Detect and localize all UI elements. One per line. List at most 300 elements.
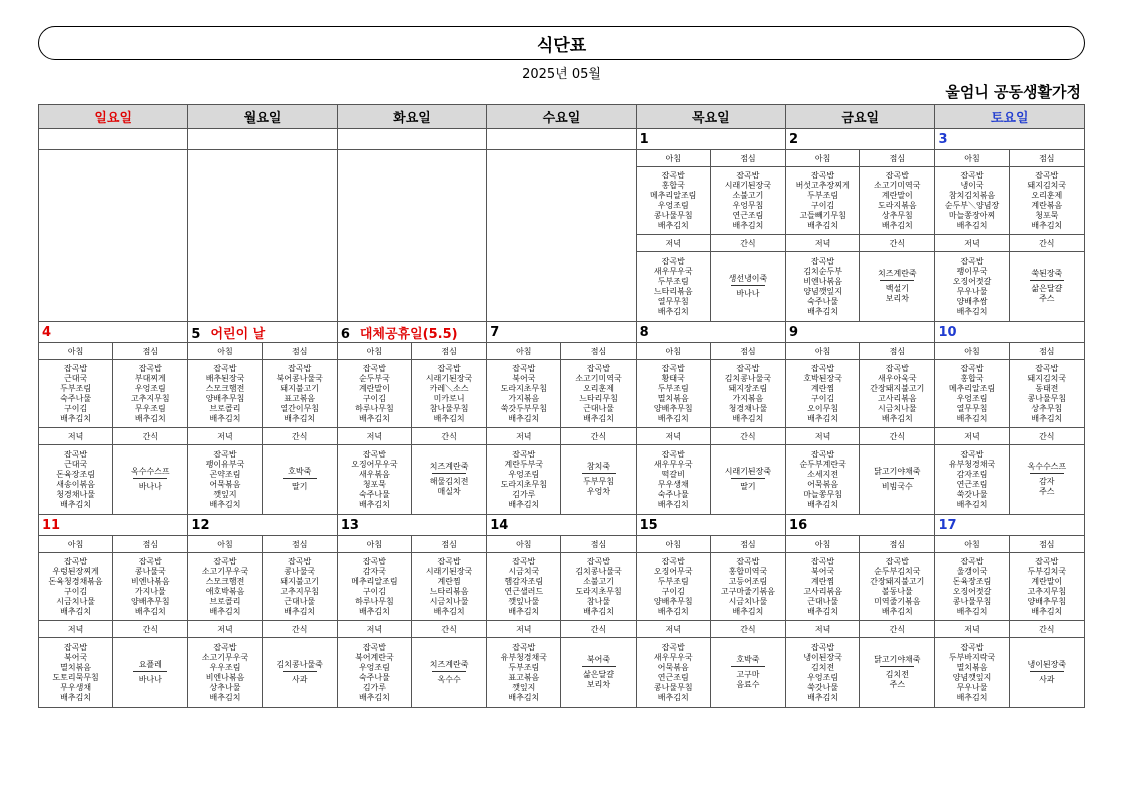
menu-item: 양배추쌈 <box>956 296 988 306</box>
menu-item: 돼지불고기 <box>280 383 320 393</box>
menu-item: 계란두부국 <box>504 459 544 469</box>
day-number: 16 <box>789 517 808 533</box>
menu-item: 배추김치 <box>1031 606 1063 616</box>
day-date-cell <box>636 322 785 343</box>
menu-item: 잡곡밥 <box>138 556 162 566</box>
divider <box>731 285 765 286</box>
dinner-menu <box>487 445 561 515</box>
breakfast-menu <box>188 553 262 621</box>
divider <box>283 671 317 672</box>
menu-item: 냉이국 <box>960 180 984 190</box>
lunch-menu <box>113 360 188 428</box>
menu-item: 배추김치 <box>956 220 988 230</box>
menu-item: 잡곡밥 <box>586 556 611 566</box>
menu-item: 열무무침 <box>956 403 988 413</box>
breakfast-menu <box>786 553 860 621</box>
menu-item: 배추김치 <box>358 499 390 509</box>
menu-item: 잡곡밥 <box>213 363 237 373</box>
menu-item: 잡곡밥 <box>512 556 536 566</box>
divider <box>432 671 466 672</box>
snack-label: 간식 <box>561 428 636 445</box>
menu-item: 상추나물 <box>209 682 241 692</box>
menu-item: 잡곡밥 <box>362 556 386 566</box>
menu-item: 잡곡밥 <box>362 642 386 652</box>
menu-item: 도라지초무침 <box>575 586 622 596</box>
breakfast-menu <box>786 360 860 428</box>
menu-item: 콩나물무침 <box>653 210 693 220</box>
menu-item: 시금치국 <box>508 566 540 576</box>
menu-item: 연근조림 <box>732 210 764 220</box>
menu-item: 순두부김치국 <box>874 566 921 576</box>
menu-item: 북어국 <box>811 566 835 576</box>
menu-item: 배추김치 <box>732 220 764 230</box>
snack-label: 간식 <box>561 621 636 638</box>
weekday-header: 목요일 <box>636 105 785 129</box>
lunch-menu <box>1009 553 1084 621</box>
menu-item: 동태전 <box>1035 383 1059 393</box>
menu-item: 배추된장국 <box>205 373 245 383</box>
menu-item: 배추김치 <box>807 306 839 316</box>
breakfast-label: 아침 <box>39 343 113 360</box>
menu-item: 주스 <box>1039 294 1055 303</box>
menu-item: 소고기미역국 <box>874 180 921 190</box>
menu-item: 잡곡밥 <box>811 363 835 373</box>
breakfast-menu <box>39 553 113 621</box>
snack-menu <box>561 638 636 708</box>
menu-item: 옥수수스프 <box>130 467 170 476</box>
menu-item: 숙주나물 <box>657 489 689 499</box>
menu-item: 고사리볶음 <box>803 586 842 596</box>
menu-item: 고추지무침 <box>1027 586 1067 596</box>
menu-item: 하루나무침 <box>355 596 394 606</box>
day-number: 15 <box>639 517 658 533</box>
menu-item: 시금치나물 <box>878 403 917 413</box>
menu-item: 새우아욱국 <box>878 373 917 383</box>
menu-row <box>39 360 1085 428</box>
menu-item: 무우나물 <box>956 286 988 296</box>
lunch-label: 점심 <box>262 343 337 360</box>
menu-item: 두부조림 <box>60 383 92 393</box>
menu-item: 구이김 <box>661 586 685 596</box>
menu-item: 잡곡밥 <box>64 642 88 652</box>
menu-item: 북어국 <box>512 373 536 383</box>
menu-item: 시래기된장국 <box>724 180 772 190</box>
day-date-cell <box>786 322 935 343</box>
menu-item: 양배추무침 <box>653 596 693 606</box>
menu-item: 홍합미역국 <box>728 566 768 576</box>
menu-item: 구이김 <box>64 403 88 413</box>
day-date-cell <box>487 515 636 536</box>
menu-item: 숙주나물 <box>358 672 390 682</box>
menu-item: 냉이된장죽 <box>1027 660 1067 669</box>
menu-item: 숙주나물 <box>807 296 839 306</box>
menu-item: 소고기무우국 <box>201 652 249 662</box>
menu-item: 배추김치 <box>956 413 988 423</box>
menu-item: 비엔나볶음 <box>130 576 170 586</box>
breakfast-label: 아침 <box>487 343 561 360</box>
menu-item: 우엉조림 <box>508 469 540 479</box>
lunch-menu <box>1009 360 1084 428</box>
lunch-menu <box>412 553 487 621</box>
menu-item: 시래기된장국 <box>425 566 473 576</box>
breakfast-label: 아침 <box>786 343 860 360</box>
day-date-cell <box>39 515 188 536</box>
menu-item: 김치콩나물국 <box>724 373 772 383</box>
menu-item: 배추김치 <box>732 606 764 616</box>
menu-item: 배추김치 <box>732 413 764 423</box>
menu-item: 우엉차 <box>586 487 611 496</box>
day-date-cell <box>636 129 785 150</box>
breakfast-menu <box>935 167 1009 235</box>
menu-item: 오이무침 <box>807 403 839 413</box>
menu-item: 배추김치 <box>657 606 689 616</box>
menu-item: 잡곡밥 <box>661 256 685 266</box>
menu-item: 호박죽 <box>288 467 312 476</box>
menu-item: 쑥된장죽 <box>1031 269 1063 278</box>
menu-item: 주스 <box>889 680 906 689</box>
menu-item: 잡곡밥 <box>437 556 461 566</box>
snack-menu <box>113 445 188 515</box>
lunch-label: 점심 <box>860 343 935 360</box>
breakfast-label: 아침 <box>188 536 262 553</box>
menu-item: 콩나물국 <box>284 566 316 576</box>
menu-item: 두부무침 <box>583 477 614 486</box>
menu-item: 잡곡밥 <box>1035 363 1059 373</box>
breakfast-menu <box>636 167 710 235</box>
day-date-cell <box>935 129 1085 150</box>
menu-item: 잡곡밥 <box>64 556 88 566</box>
menu-item: 삶은달걀 <box>583 670 614 679</box>
dinner-label: 저녁 <box>487 428 561 445</box>
menu-item: 잡곡밥 <box>811 642 835 652</box>
menu-item: 메추리알조림 <box>351 576 398 586</box>
menu-item: 잡곡밥 <box>885 556 909 566</box>
dinner-menu <box>39 638 113 708</box>
divider <box>880 666 914 667</box>
dinner-menu <box>636 445 710 515</box>
dinner-label: 저녁 <box>188 428 262 445</box>
menu-item: 무우생채 <box>657 479 689 489</box>
menu-item: 닭고기야채죽 <box>874 655 921 664</box>
menu-item: 연근샐러드 <box>504 586 544 596</box>
day-number: 6 <box>340 326 350 342</box>
menu-item: 소불고기 <box>732 190 764 200</box>
menu-item: 스모크햄전 <box>205 383 245 393</box>
divider <box>731 478 765 479</box>
weekday-header-row <box>39 105 1085 129</box>
menu-item: 브로콜리 <box>209 403 241 413</box>
menu-item: 김치콩나물국 <box>575 566 622 576</box>
menu-item: 잡곡밥 <box>213 449 237 459</box>
menu-item: 참치김치볶음 <box>948 190 996 200</box>
menu-item: 하루나무침 <box>355 403 394 413</box>
menu-item: 잡곡밥 <box>811 256 835 266</box>
divider <box>582 666 616 667</box>
snack-menu <box>262 638 337 708</box>
empty-date-cell <box>337 129 486 150</box>
menu-item: 가지볶음 <box>508 393 540 403</box>
menu-item: 잡곡밥 <box>960 363 984 373</box>
weekday-header: 토요일 <box>935 105 1085 129</box>
menu-item: 곤약조림 <box>209 469 241 479</box>
lunch-menu <box>412 360 487 428</box>
divider <box>1030 671 1064 672</box>
menu-item: 콩나물국 <box>134 566 166 576</box>
menu-item: 바나나 <box>138 482 162 491</box>
menu-item: 스모크햄전 <box>205 576 245 586</box>
menu-item: 돼지불고기 <box>280 576 320 586</box>
menu-item: 김가루 <box>362 682 386 692</box>
divider <box>880 478 914 479</box>
dinner-label: 저녁 <box>39 621 113 638</box>
menu-item: 사과 <box>291 675 308 684</box>
menu-item: 근대나물 <box>807 596 839 606</box>
menu-item: 보리차 <box>885 294 909 303</box>
menu-item: 숙주나물 <box>358 489 390 499</box>
menu-item: 깻잎나물 <box>508 596 540 606</box>
lunch-label: 점심 <box>710 343 785 360</box>
menu-item: 호박된장국 <box>803 373 842 383</box>
menu-item: 잡곡밥 <box>586 363 611 373</box>
lunch-menu <box>262 553 337 621</box>
menu-item: 배추김치 <box>657 499 689 509</box>
menu-item: 가지나물 <box>134 586 166 596</box>
dinner-menu <box>188 638 262 708</box>
menu-item: 주스 <box>1039 487 1055 496</box>
menu-item: 배추김치 <box>807 413 839 423</box>
dinner-label: 저녁 <box>935 428 1009 445</box>
dinner-menu <box>786 638 860 708</box>
lunch-label: 점심 <box>113 536 188 553</box>
menu-item: 배추김치 <box>807 692 839 702</box>
menu-item: 고추지무침 <box>130 393 170 403</box>
menu-item: 계란말이 <box>358 383 390 393</box>
day-date-cell <box>188 322 337 343</box>
breakfast-label: 아침 <box>636 150 710 167</box>
menu-item: 양배추무침 <box>1027 596 1067 606</box>
snack-menu <box>113 638 188 708</box>
day-number: 7 <box>490 324 500 340</box>
menu-item: 잡곡밥 <box>960 170 984 180</box>
snack-menu <box>860 445 935 515</box>
breakfast-label: 아침 <box>337 343 411 360</box>
day-date-cell <box>39 322 188 343</box>
snack-menu <box>1009 445 1084 515</box>
snack-label: 간식 <box>412 428 487 445</box>
menu-item: 숙주나물 <box>60 393 92 403</box>
lunch-label: 점심 <box>860 150 935 167</box>
snack-menu <box>860 252 935 322</box>
day-number: 5 <box>191 326 201 342</box>
menu-item: 잡곡밥 <box>64 363 88 373</box>
lunch-label: 점심 <box>860 536 935 553</box>
snack-menu <box>561 445 636 515</box>
meal-label-row <box>39 150 1085 167</box>
meal-label-row <box>39 536 1085 553</box>
menu-item: 배추김치 <box>657 413 689 423</box>
menu-item: 치즈계란죽 <box>429 462 469 471</box>
menu-item: 두부김치국 <box>1027 566 1067 576</box>
dinner-menu <box>935 252 1009 322</box>
menu-item: 시금치나물 <box>56 596 95 606</box>
menu-item: 배추김치 <box>657 306 689 316</box>
menu-item: 잡곡밥 <box>811 170 835 180</box>
menu-item: 참나물 <box>586 596 611 606</box>
divider <box>1030 473 1064 474</box>
snack-menu <box>1009 252 1084 322</box>
lunch-label: 점심 <box>113 343 188 360</box>
menu-item: 배추김치 <box>807 606 839 616</box>
menu-item: 계란찜 <box>811 383 835 393</box>
menu-item: 애호박볶음 <box>205 586 245 596</box>
menu-item: 청경채나물 <box>56 489 95 499</box>
menu-item: 연근조림 <box>657 672 689 682</box>
menu-item: 울갱이국 <box>956 566 988 576</box>
menu-item: 팽이무국 <box>956 266 988 276</box>
menu-item: 우엉조림 <box>358 662 390 672</box>
lunch-label: 점심 <box>1009 150 1084 167</box>
menu-item: 잡곡밥 <box>736 556 760 566</box>
menu-row <box>39 638 1085 708</box>
menu-item: 무우생채 <box>60 682 92 692</box>
menu-item: 잡곡밥 <box>811 556 835 566</box>
day-number: 14 <box>490 517 509 533</box>
menu-item: 느타리볶음 <box>653 286 693 296</box>
menu-item: 북어죽 <box>586 655 611 664</box>
snack-label: 간식 <box>113 428 188 445</box>
dinner-label: 저녁 <box>935 235 1009 252</box>
menu-item: 배추김치 <box>657 692 689 702</box>
menu-item: 콩나물무침 <box>653 682 693 692</box>
day-number: 4 <box>42 324 52 340</box>
breakfast-menu <box>39 360 113 428</box>
day-date-cell <box>337 322 486 343</box>
menu-item: 순두부국 <box>358 373 390 383</box>
menu-item: 느타리볶음 <box>429 586 469 596</box>
menu-item: 구이김 <box>362 586 386 596</box>
menu-item: 계란말이 <box>881 190 913 200</box>
divider <box>133 478 167 479</box>
menu-item: 도라지초무침 <box>500 383 547 393</box>
menu-item: 잡곡밥 <box>1035 556 1059 566</box>
menu-item: 고들빼기무침 <box>799 210 846 220</box>
day-number: 10 <box>938 324 957 340</box>
menu-item: 팽이유부국 <box>205 459 245 469</box>
weekday-header: 금요일 <box>786 105 935 129</box>
menu-item: 잡곡밥 <box>960 556 984 566</box>
dinner-label: 저녁 <box>636 428 710 445</box>
menu-item: 배추김치 <box>508 499 540 509</box>
divider <box>582 473 616 474</box>
menu-item: 잡곡밥 <box>661 556 685 566</box>
breakfast-label: 아침 <box>935 536 1009 553</box>
breakfast-label: 아침 <box>935 343 1009 360</box>
menu-item: 카레＼소스 <box>429 383 469 393</box>
menu-item: 감자 <box>1039 477 1055 486</box>
dinner-menu <box>636 638 710 708</box>
menu-item: 상추무침 <box>1031 403 1063 413</box>
menu-item: 잡곡밥 <box>362 449 386 459</box>
menu-item: 시금치나물 <box>429 596 469 606</box>
menu-item: 김치콩나물죽 <box>276 660 323 669</box>
menu-item: 유부청경채국 <box>948 459 996 469</box>
menu-item: 배추김치 <box>1031 413 1063 423</box>
menu-item: 쑥갓두부무침 <box>500 403 547 413</box>
day-date-cell <box>636 515 785 536</box>
empty-day-cell <box>39 150 188 322</box>
menu-item: 고등어조림 <box>728 576 768 586</box>
empty-day-cell <box>487 150 636 322</box>
menu-item: 잡곡밥 <box>960 256 984 266</box>
breakfast-label: 아침 <box>188 343 262 360</box>
dinner-menu <box>39 445 113 515</box>
snack-label: 간식 <box>710 235 785 252</box>
snack-menu <box>860 638 935 708</box>
meal-label-row <box>39 621 1085 638</box>
menu-item: 김치전 <box>885 670 909 679</box>
lunch-label: 점심 <box>561 343 636 360</box>
menu-item: 배추김치 <box>956 606 988 616</box>
menu-item: 무우조림 <box>134 403 166 413</box>
menu-item: 바나나 <box>736 289 760 298</box>
menu-item: 가지볶음 <box>732 393 764 403</box>
menu-item: 쑥갓나물 <box>956 489 988 499</box>
menu-item: 청경채나물 <box>728 403 768 413</box>
menu-item: 두부조림 <box>657 383 689 393</box>
menu-item: 돈육장조림 <box>56 469 95 479</box>
menu-item: 배추김치 <box>209 499 241 509</box>
menu-item: 잡곡밥 <box>512 449 536 459</box>
dinner-label: 저녁 <box>487 621 561 638</box>
menu-item: 어묵볶음 <box>209 479 241 489</box>
snack-label: 간식 <box>1009 621 1084 638</box>
menu-item: 돈육장조림 <box>952 576 992 586</box>
menu-item: 새송이볶음 <box>56 479 95 489</box>
snack-label: 간식 <box>412 621 487 638</box>
empty-date-cell <box>487 129 636 150</box>
day-number: 3 <box>938 131 948 147</box>
day-date-cell <box>487 322 636 343</box>
menu-item: 열간이무침 <box>280 403 320 413</box>
menu-item: 잡곡밥 <box>661 642 685 652</box>
menu-item: 두부조림 <box>508 662 540 672</box>
menu-item: 오징어젓갈 <box>952 276 992 286</box>
menu-item: 도라지초무침 <box>500 479 547 489</box>
menu-item: 잡곡밥 <box>288 556 312 566</box>
menu-item: 잡곡밥 <box>661 449 685 459</box>
menu-item: 유부청경채국 <box>500 652 547 662</box>
lunch-label: 점심 <box>262 536 337 553</box>
meal-label-row <box>39 428 1085 445</box>
dinner-label: 저녁 <box>786 235 860 252</box>
menu-item: 양념깻잎지 <box>803 286 842 296</box>
menu-item: 간장돼지불고기 <box>870 576 925 586</box>
menu-item: 배추김치 <box>60 606 92 616</box>
menu-item: 마늘쫑무침 <box>803 489 842 499</box>
menu-item: 미역줄기볶음 <box>874 596 921 606</box>
breakfast-menu <box>935 553 1009 621</box>
lunch-menu <box>561 360 636 428</box>
dinner-menu <box>786 252 860 322</box>
menu-item: 브로콜리 <box>209 596 241 606</box>
menu-item: 상추무침 <box>881 210 913 220</box>
snack-label: 간식 <box>710 428 785 445</box>
menu-item: 배추김치 <box>657 220 689 230</box>
menu-item: 멸치볶음 <box>657 393 689 403</box>
lunch-label: 점심 <box>1009 343 1084 360</box>
menu-item: 근대국 <box>64 373 88 383</box>
snack-label: 간식 <box>860 621 935 638</box>
